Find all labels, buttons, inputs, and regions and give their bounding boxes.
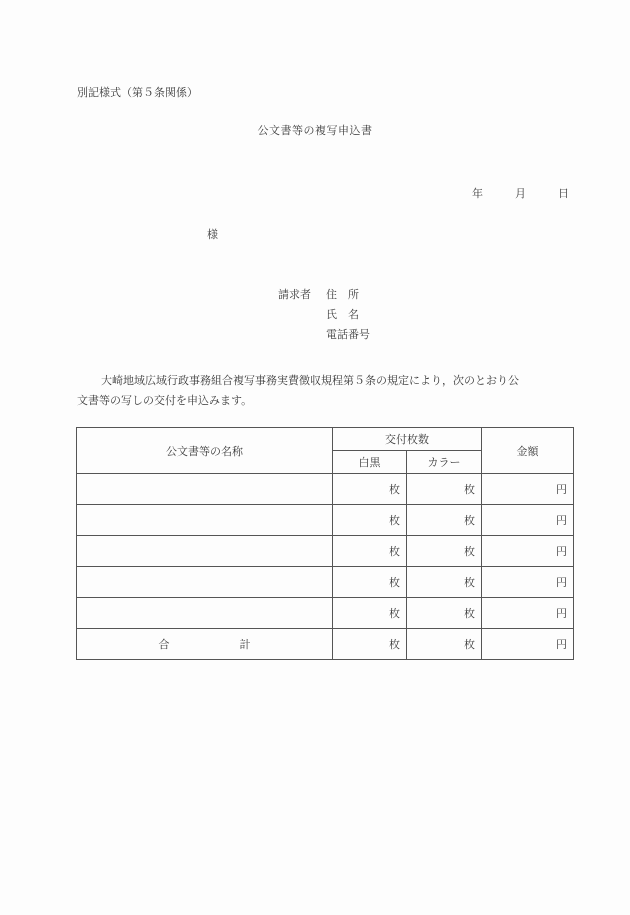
document-name-cell[interactable]: [77, 598, 333, 629]
date-day: 日: [558, 187, 569, 200]
requester-phone-label: 電話番号: [326, 328, 370, 341]
bw-count-cell[interactable]: 枚: [333, 474, 407, 505]
header-document-name: 公文書等の名称: [77, 428, 333, 474]
document-title: 公文書等の複写申込書: [257, 124, 373, 137]
color-count-cell[interactable]: 枚: [407, 474, 482, 505]
body-paragraph: [77, 371, 567, 411]
addressee-suffix: 様: [207, 228, 218, 241]
requester-name-label: 氏 名: [326, 308, 359, 321]
header-amount: 金額: [482, 428, 574, 474]
table-row: [77, 567, 574, 598]
form-label: 別記様式（第５条関係）: [77, 86, 198, 99]
amount-cell[interactable]: 円: [482, 474, 574, 505]
color-count-cell[interactable]: 枚: [407, 505, 482, 536]
amount-cell[interactable]: 円: [482, 567, 574, 598]
total-label: [77, 629, 333, 660]
bw-count-cell[interactable]: 枚: [333, 567, 407, 598]
date-year: 年: [472, 187, 483, 200]
total-amount-cell[interactable]: 円: [482, 629, 574, 660]
table-row: [77, 598, 574, 629]
date-line: [472, 187, 569, 201]
total-bw-cell[interactable]: 枚: [333, 629, 407, 660]
date-month: 月: [515, 187, 526, 200]
requester-address-label: 住 所: [326, 288, 359, 301]
amount-cell[interactable]: 円: [482, 505, 574, 536]
body-line-1: 大崎地域広域行政事務組合複写事務実費徴収規程第５条の規定により，次のとおり公: [101, 374, 519, 387]
bw-count-cell[interactable]: 枚: [333, 536, 407, 567]
bw-count-cell[interactable]: 枚: [333, 505, 407, 536]
table-row: [77, 474, 574, 505]
header-copy-count: 交付枚数: [333, 428, 482, 451]
table-row: [77, 536, 574, 567]
total-row: [77, 629, 574, 660]
requester-label: 請求者: [278, 288, 311, 301]
body-line-2: 文書等の写しの交付を申込みます。: [77, 394, 253, 407]
amount-cell[interactable]: 円: [482, 536, 574, 567]
total-color-cell[interactable]: 枚: [407, 629, 482, 660]
color-count-cell[interactable]: 枚: [407, 567, 482, 598]
table-row: [77, 505, 574, 536]
document-name-cell[interactable]: [77, 567, 333, 598]
total-label-2: 計: [239, 638, 251, 651]
color-count-cell[interactable]: 枚: [407, 536, 482, 567]
header-color: カラー: [407, 451, 482, 474]
bw-count-cell[interactable]: 枚: [333, 598, 407, 629]
amount-cell[interactable]: 円: [482, 598, 574, 629]
total-label-1: 合: [158, 638, 170, 651]
document-name-cell[interactable]: [77, 474, 333, 505]
document-name-cell[interactable]: [77, 505, 333, 536]
color-count-cell[interactable]: 枚: [407, 598, 482, 629]
request-table: [76, 427, 574, 660]
document-name-cell[interactable]: [77, 536, 333, 567]
header-bw: 白黒: [333, 451, 407, 474]
